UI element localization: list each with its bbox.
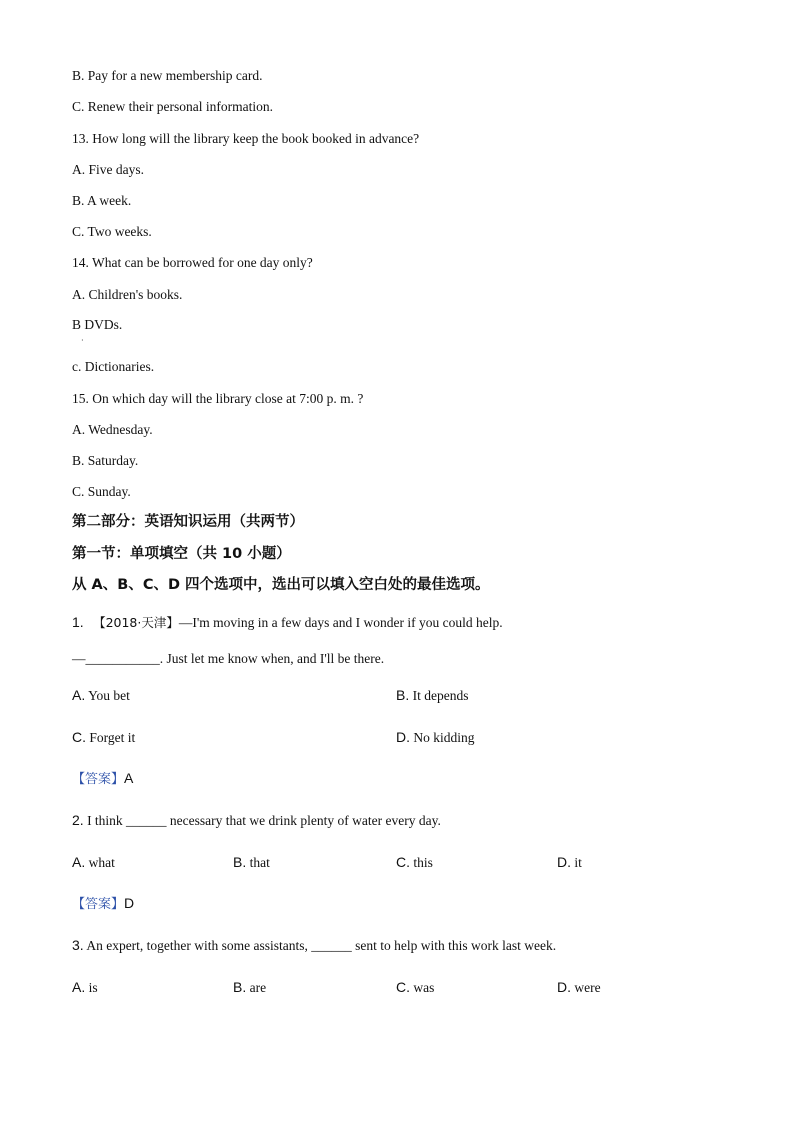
option-text: are [249,980,267,995]
option-line: A. Wednesday. [72,422,153,437]
option-text: it [574,855,582,870]
option-text: It depends [412,688,469,703]
option-c[interactable] [396,854,433,871]
option-letter: A. [72,687,86,703]
option-text: is [88,980,98,995]
option-b[interactable] [233,979,266,996]
option-line: A. Children's books. [72,287,183,302]
option-letter: A. [72,979,86,995]
option-letter: C. [396,854,410,870]
answer-label: 【答案】 [72,897,125,912]
option-letter: D. [396,729,410,745]
option-d[interactable] [557,854,582,871]
question-2 [72,812,441,829]
option-text: this [413,855,433,870]
question-stem: I think ______ necessary that we drink plenty of water every day. [87,813,441,828]
option-text: was [413,980,435,995]
question-3 [72,937,556,954]
section-title: 第一节：单项填空（共 10 小题） [72,546,291,562]
option-a[interactable] [72,979,98,996]
option-b[interactable] [396,687,468,704]
option-a[interactable] [72,854,115,871]
option-c[interactable] [72,729,135,746]
option-text: You bet [88,688,130,703]
question-number: 3. [72,937,84,953]
answer-line [72,770,133,788]
question-1 [72,614,503,631]
option-line: B. Pay for a new membership card. [72,68,263,83]
option-text: what [88,855,115,870]
option-letter: C. [72,729,86,745]
option-line: B. A week. [72,193,132,208]
option-letter: B. [396,687,410,703]
option-line: A. Five days. [72,162,144,177]
option-text: were [574,980,601,995]
stray-dot: · [81,336,84,345]
question-number: 2. [72,812,84,828]
option-line: C. Sunday. [72,484,131,499]
option-line: C. Renew their personal information. [72,99,273,114]
answer-value: A [124,770,134,786]
option-b[interactable] [233,854,270,871]
option-text: that [249,855,270,870]
option-letter: D. [557,854,571,870]
answer-label: 【答案】 [72,772,125,787]
option-line: B. Saturday. [72,453,139,468]
option-c[interactable] [396,979,434,996]
option-letter: B. [233,979,247,995]
question-15: 15. On which day will the library close at 7:00 p. m. ? [72,391,364,406]
part-title: 第二部分：英语知识运用（共两节） [72,514,304,530]
option-letter: A. [72,854,86,870]
option-letter: D. [557,979,571,995]
question-source: 【2018·天津】 [93,615,179,630]
option-a[interactable] [72,687,130,704]
answer-value: D [124,895,135,911]
question-stem: An expert, together with some assistants, ______ sent to help with this work last week. [86,938,557,953]
option-letter: C. [396,979,410,995]
instruction: 从 A、B、C、D 四个选项中，选出可以填入空白处的最佳选项。 [72,577,490,593]
question-13: 13. How long will the library keep the book booked in advance? [72,131,420,146]
option-d[interactable] [557,979,601,996]
option-line: C. Two weeks. [72,224,152,239]
answer-line [72,895,134,913]
option-text: Forget it [89,730,136,745]
option-d[interactable] [396,729,475,746]
question-number: 1. [72,614,84,630]
question-14: 14. What can be borrowed for one day only? [72,255,313,270]
option-text: No kidding [413,730,475,745]
option-letter: B. [233,854,247,870]
question-stem: —I'm moving in a few days and I wonder if you could help. [178,615,503,630]
question-reply: —___________. Just let me know when, and I'll be there. [72,651,385,666]
option-line: B DVDs. [72,317,123,332]
option-line: c. Dictionaries. [72,359,155,374]
